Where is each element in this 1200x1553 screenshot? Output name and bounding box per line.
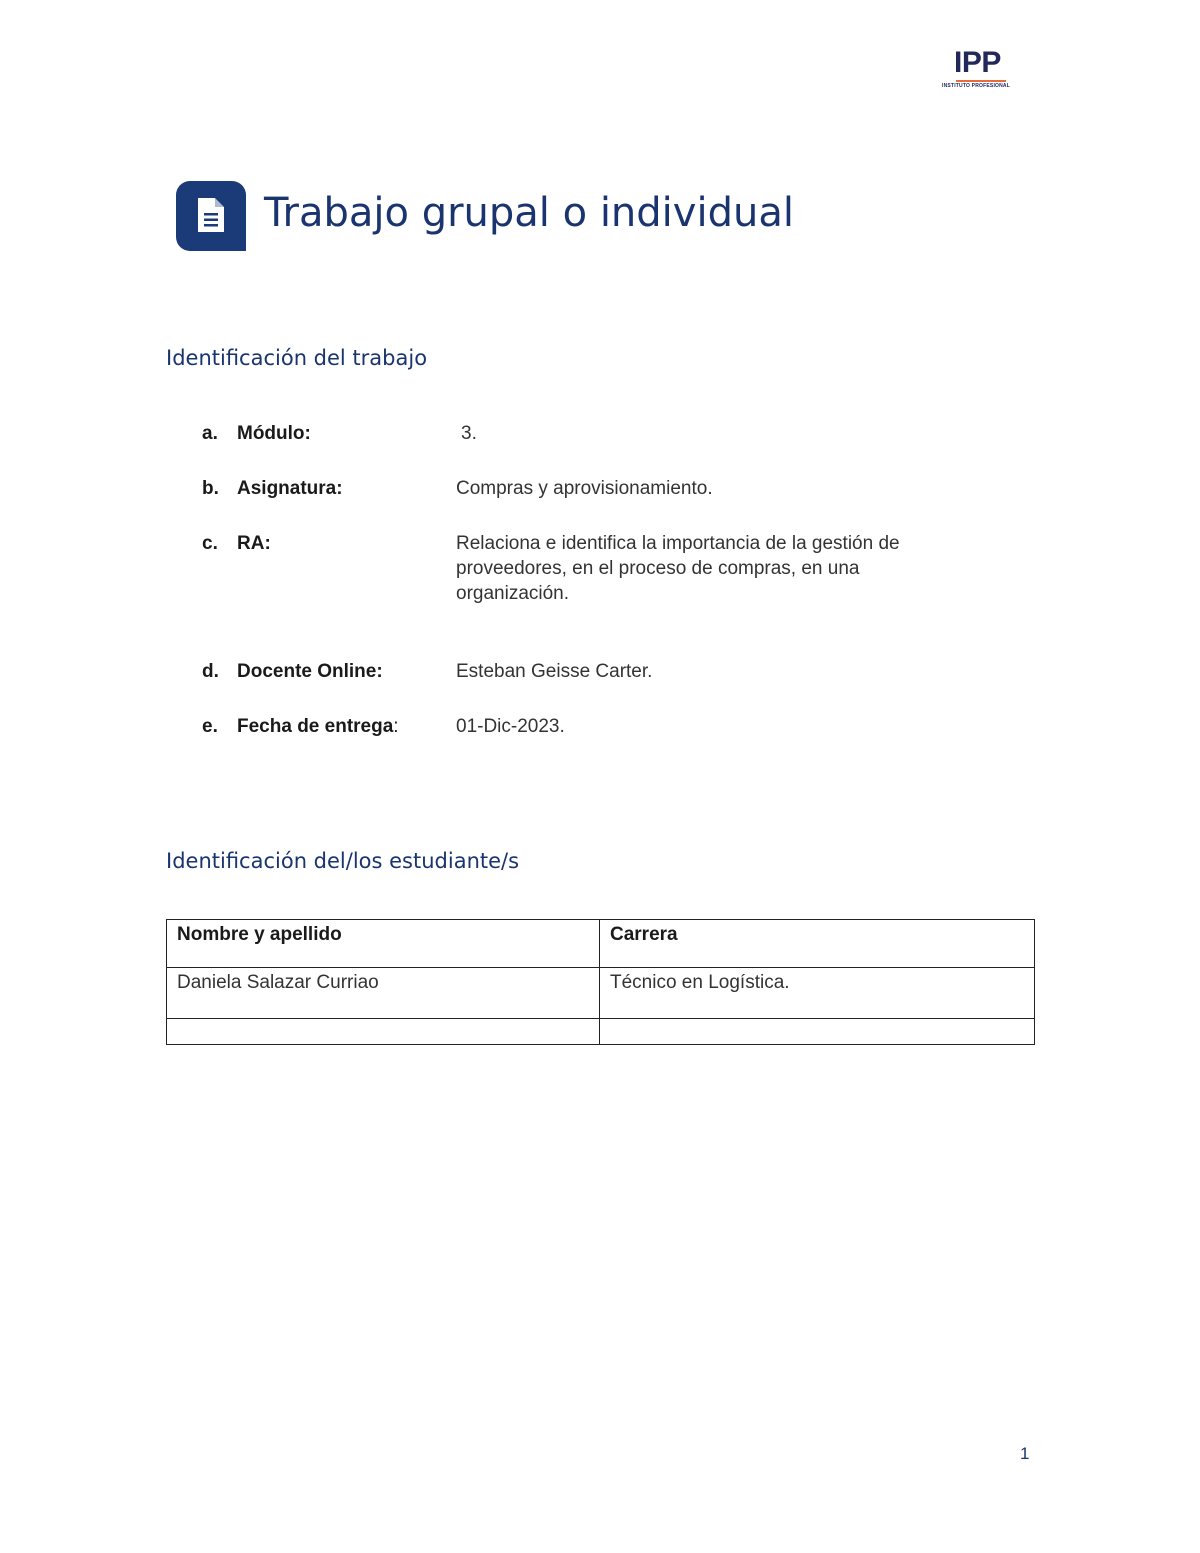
student-career-cell <box>600 1019 1035 1045</box>
logo-accent-bar <box>956 80 1006 82</box>
logo-subtitle: INSTITUTO PROFESIONAL <box>942 83 1010 89</box>
info-letter: e. <box>202 716 218 737</box>
students-table <box>166 919 1035 1045</box>
info-label: Asignatura: <box>237 478 343 499</box>
document-icon-badge <box>176 181 246 251</box>
info-label: Docente Online: <box>237 661 383 682</box>
table-row <box>167 968 1035 1019</box>
student-name-cell: Daniela Salazar Curriao <box>167 968 600 1019</box>
info-value: Esteban Geisse Carter. <box>456 661 653 682</box>
work-identification-heading: Identificación del trabajo <box>166 346 428 370</box>
institution-logo <box>940 48 1020 92</box>
column-header-name: Nombre y apellido <box>167 920 600 968</box>
info-letter: c. <box>202 533 218 554</box>
column-header-career: Carrera <box>600 920 1035 968</box>
info-value: 3. <box>461 423 477 444</box>
table-header-row <box>167 920 1035 968</box>
students-heading: Identificación del/los estudiante/s <box>166 849 520 873</box>
info-letter: a. <box>202 423 218 444</box>
info-label: Módulo: <box>237 423 311 444</box>
student-name-cell <box>167 1019 600 1045</box>
info-letter: b. <box>202 478 219 499</box>
info-letter: d. <box>202 661 219 682</box>
student-career-cell: Técnico en Logística. <box>600 968 1035 1019</box>
info-value: Compras y aprovisionamiento. <box>456 478 713 499</box>
info-value: 01-Dic-2023. <box>456 716 565 737</box>
info-label: Fecha de entrega: <box>237 716 399 737</box>
page-title: Trabajo grupal o individual <box>264 190 794 236</box>
info-label: RA: <box>237 533 271 554</box>
table-row <box>167 1019 1035 1045</box>
document-icon <box>196 196 226 234</box>
info-value: Relaciona e identifica la importancia de la gestión de proveedores, en el proceso de compras, en una organización. <box>456 533 900 604</box>
page-number: 1 <box>1020 1444 1030 1463</box>
logo-mark: IPP <box>954 46 1001 79</box>
